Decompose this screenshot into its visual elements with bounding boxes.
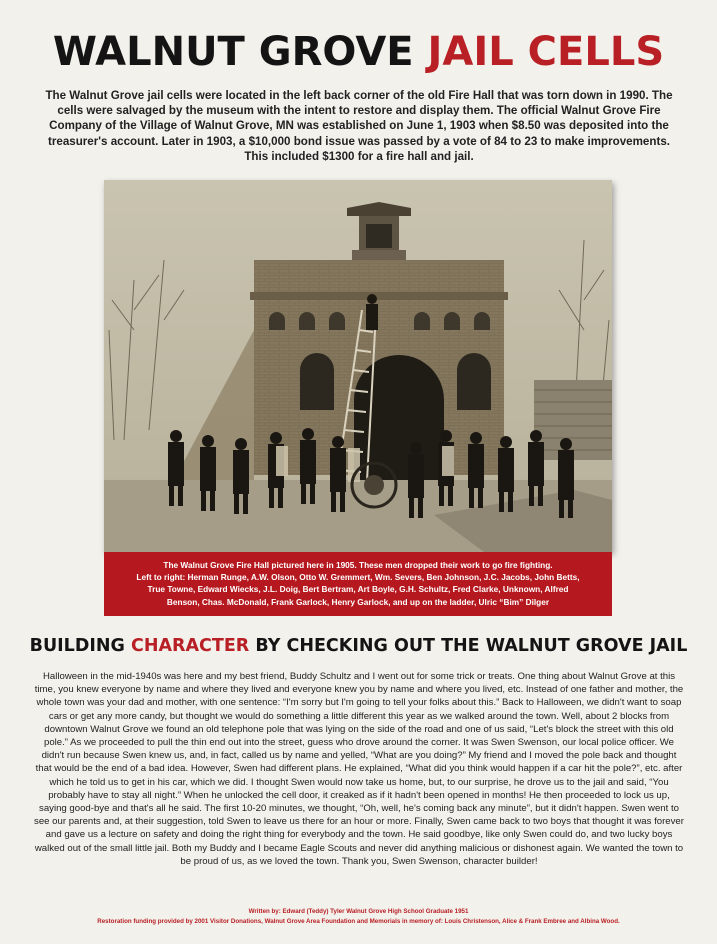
- caption-line: The Walnut Grove Fire Hall pictured here in 1905. These men dropped their work to go fire fighting.: [163, 560, 553, 570]
- credits-funding: Restoration funding provided by 2001 Visitor Donations, Walnut Grove Area Foundation and Memorials in memory of: Louis Christenson, Alice & Frank Embree and Albina Wood.: [97, 917, 620, 925]
- story-paragraph: Halloween in the mid-1940s was here and my best friend, Buddy Schultz and I went out for some trick or treats. One thing about Walnut Grove at this time, you knew everyone by name and where they lived and everyone knew you by name and where you lived, etc. Instead of one father and mother, the whole town was your dad and mother, with one sentence: “I'm sorry but I'm going to tell your folks about this.” Back to Halloween, we didn't want to soap cars or get any more candy, but thought we would do something a little different this year as we walked around the town. Well, about 2 blocks from downtown Walnut Grove we found an old telephone pole that was lying on the side of the road and one of us said, “Let's block the street with this old pole.” As we proceeded to pull the thin end out into the street, guess who drove around the corner. It was Swen Swenson, our local police officer. We didn't run because Swen knew us, and, in fact, called us by name and yelled, “What are you doing?” My friend and I moved the pole back and thought that would be the end of a bad idea. However, Swen had different plans. He explained, “What did you think would happen if a car hit the pole?”, etc. after which he told us to get in his car, which we did. I thought Swen would now take us home, but, to our surprise, he drove us to the jail and said, “You probably have to stay all night.” When he unlocked the cell door, it creaked as if it hadn't been opened in months! He then proceeded to lock us up, saying good-bye and that's all he said. The first 10-20 minutes, we thought, “Oh, well, he's coming back any minute”, but it didn't happen. Swen went to see our parents and, at their suggestion, told Swen to leave us there for an hour or more. Finally, Swen came back to two boys that thought it was forever and gave us a lecture on safety and doing the right thing for everybody and the town. He said goodbye, like only Swen could do, and two lucky boys walked out of the small little jail. Both my Buddy and I became Eagle Scouts and never did anything malicious or dishonest again. We wanted the town to be proud of us, as we loved the town. Thank you, Swen Swenson, character builder!: [34, 671, 684, 867]
- caption-line: True Towne, Edward Wiecks, J.L. Doig, Bert Bertram, Art Boyle, G.H. Schultz, Fred Clarke, Unknown, Alfred: [147, 584, 569, 595]
- heading-part1: BUILDING: [29, 636, 131, 656]
- caption-line: Left to right: Herman Runge, A.W. Olson, Otto W. Gremmert, Wm. Severs, Ben Johnson, J.C. Jacobs, John Betts,: [136, 572, 580, 583]
- credits: [0, 907, 717, 926]
- credits-author: Written by: Edward (Teddy) Tyler Walnut Grove High School Graduate 1951: [248, 908, 469, 915]
- intro-paragraph: The Walnut Grove jail cells were located in the left back corner of the old Fire Hall that was torn down in 1990. The cells were salvaged by the museum with the intent to restore and display them. The official Walnut Grove Fire Company of the Village of Walnut Grove, MN was established on June 1, 1903 when $8.50 was deposited into the treasurer's account. Later in 1903, a $10,000 bond issue was passed by a vote of 84 to 23 to make improvements. This included $1300 for a fire hall and jail.: [45, 89, 673, 163]
- title-part1: WALNUT GROVE: [52, 29, 414, 75]
- heading-part3: BY CHECKING OUT THE WALNUT GROVE JAIL: [249, 636, 688, 656]
- title-part2: JAIL CELLS: [427, 29, 665, 75]
- fire-hall-photo: [104, 180, 612, 552]
- section-heading: [0, 636, 717, 656]
- caption-line: Benson, Chas. McDonald, Frank Garlock, Henry Garlock, and up on the ladder, Ulric “Bim” Dilger: [166, 596, 550, 607]
- photo-caption: [104, 552, 612, 616]
- heading-part2: CHARACTER: [130, 636, 250, 656]
- page-title: [0, 28, 717, 76]
- fire-hall-photo-icon: [104, 180, 612, 552]
